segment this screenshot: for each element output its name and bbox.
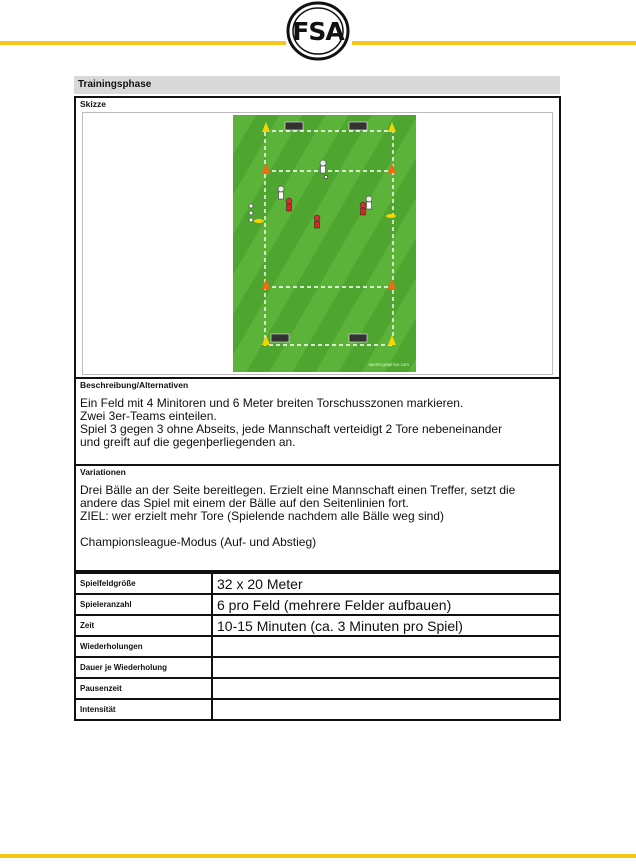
info-value [212, 636, 560, 657]
sketch-section [74, 96, 561, 379]
description-line: Zwei 3er-Teams einteilen. [80, 409, 217, 423]
variations-line: andere das Spiel mit einem der Bälle auf den Seitenlinien fort. [80, 496, 409, 510]
sketch-frame [82, 112, 553, 375]
variations-extra: Championsleague-Modus (Auf- und Abstieg) [80, 535, 317, 549]
table-row [75, 678, 560, 699]
header-accent-band-left [0, 41, 286, 45]
description-text [76, 397, 559, 449]
info-key: Wiederholungen [75, 636, 212, 657]
fsa-logo [285, 1, 351, 61]
variations-section [74, 464, 561, 572]
header-accent-band-right [352, 41, 636, 45]
info-key: Pausenzeit [75, 678, 212, 699]
variations-label: Variationen [80, 467, 126, 477]
info-key: Intensität [75, 699, 212, 720]
info-value: 10-15 Minuten (ca. 3 Minuten pro Spiel) [212, 615, 560, 636]
info-value [212, 657, 560, 678]
info-value [212, 678, 560, 699]
variations-line: Drei Bälle an der Seite bereitlegen. Erzielt eine Mannschaft einen Treffer, setzt die [80, 483, 516, 497]
section-title: Trainingsphase [74, 76, 560, 94]
logo-text: FSA [292, 17, 344, 46]
variations-text [76, 484, 559, 523]
table-row [75, 636, 560, 657]
table-row [75, 699, 560, 720]
info-key: Zeit [75, 615, 212, 636]
info-value: 32 x 20 Meter [212, 573, 560, 594]
description-line: Spiel 3 gegen 3 ohne Abseits, jede Mannschaft verteidigt 2 Tore nebeneinander [80, 422, 503, 436]
description-section [74, 377, 561, 466]
description-line: Ein Feld mit 4 Minitoren und 6 Meter breiten Torschusszonen markieren. [80, 396, 464, 410]
description-line: und greift auf die gegenþerliegenden an. [80, 435, 296, 449]
info-key: Spieleranzahl [75, 594, 212, 615]
pitch-grass [233, 115, 416, 372]
pitch-diagram [233, 115, 416, 372]
table-row [75, 573, 560, 594]
sketch-watermark: sports-graphics.com [368, 362, 409, 367]
sketch-label: Skizze [80, 99, 106, 109]
info-table [74, 572, 561, 721]
variations-line: ZIEL: wer erzielt mehr Tore (Spielende nachdem alle Bälle weg sind) [80, 509, 444, 523]
table-row [75, 615, 560, 636]
info-value: 6 pro Feld (mehrere Felder aufbauen) [212, 594, 560, 615]
info-value [212, 699, 560, 720]
table-row [75, 657, 560, 678]
footer-accent-band [0, 854, 636, 858]
info-key: Dauer je Wiederholung [75, 657, 212, 678]
info-key: Spielfeldgröße [75, 573, 212, 594]
description-label: Beschreibung/Alternativen [80, 380, 189, 390]
table-row [75, 594, 560, 615]
